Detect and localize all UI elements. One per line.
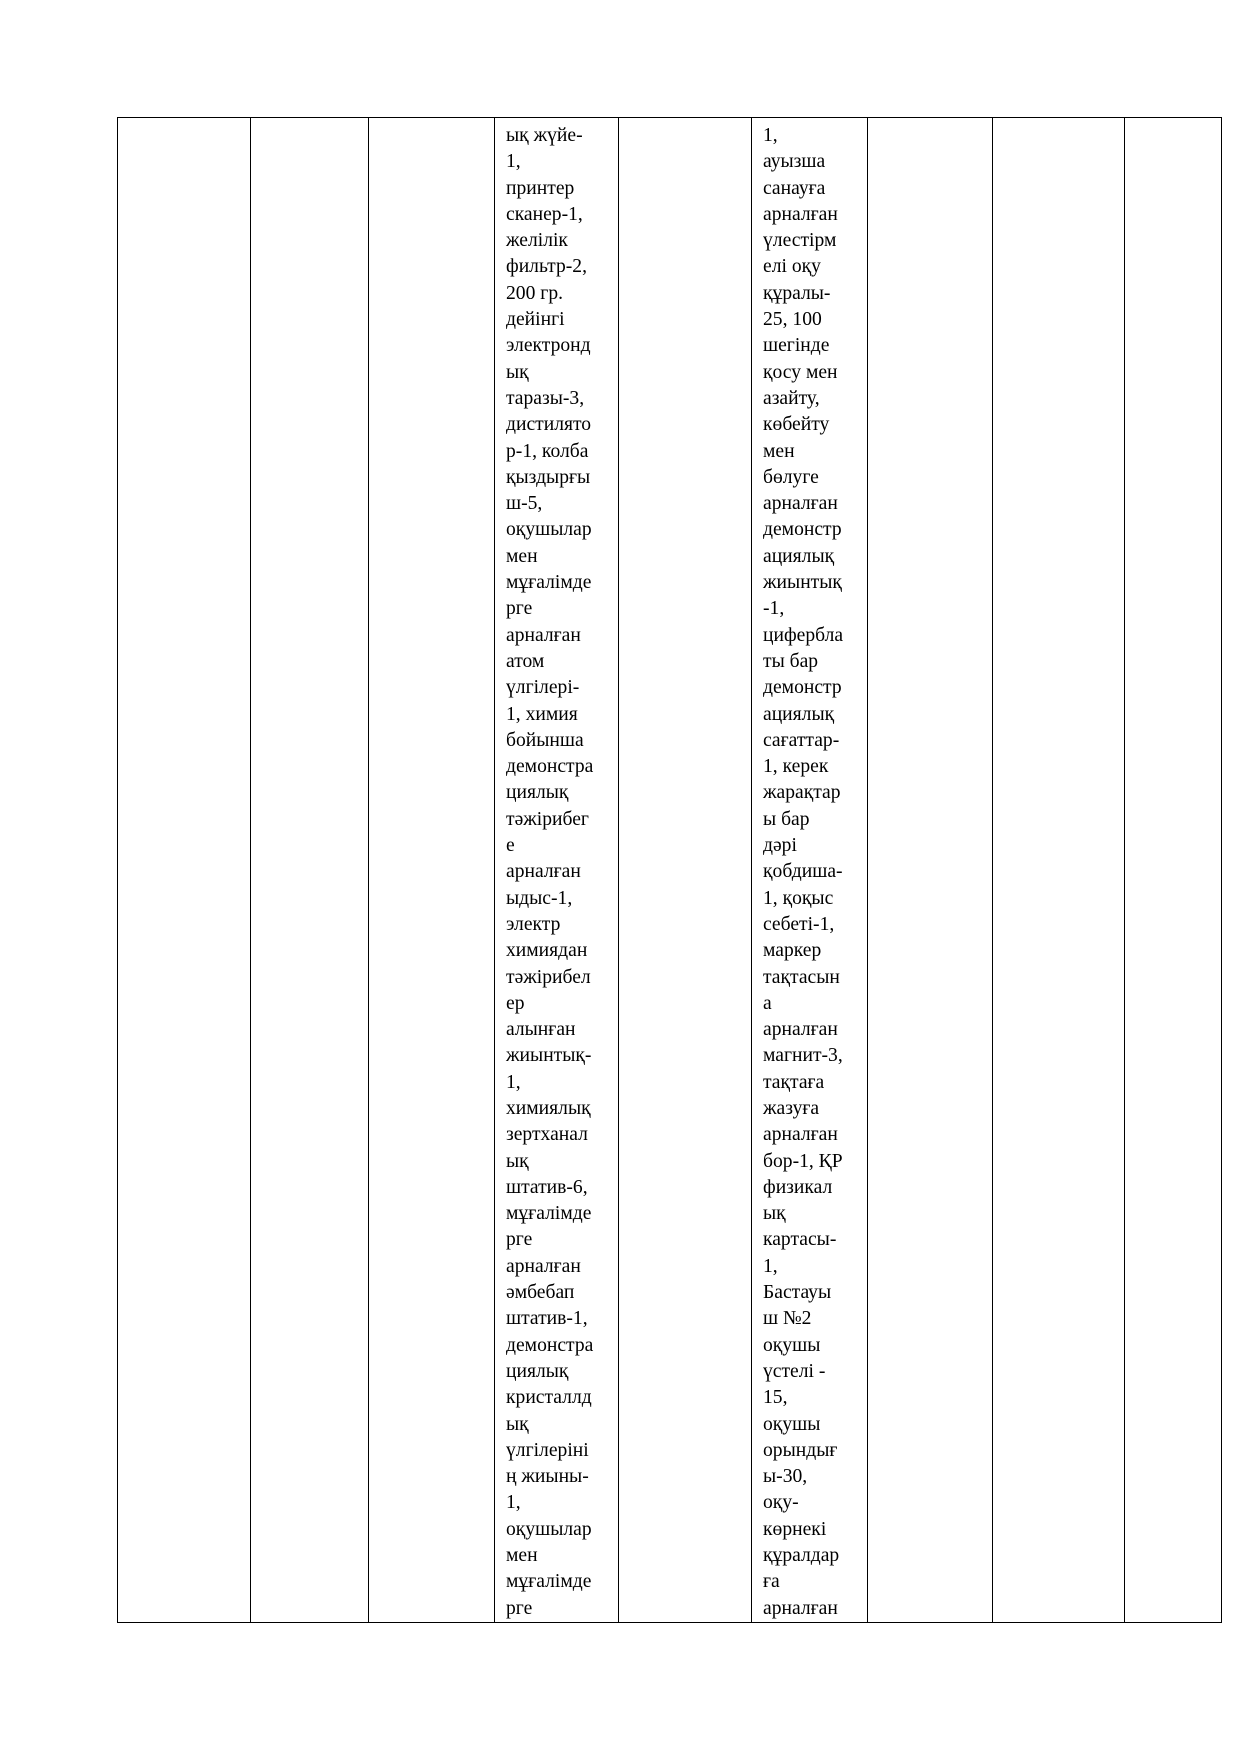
cell-text-line: ы-30, (763, 1466, 808, 1488)
cell-text-line: рге (506, 1597, 533, 1619)
cell-text-line: арналған (506, 624, 581, 646)
cell-text-line: демонстра (506, 1334, 594, 1356)
cell-text-line: арналған (763, 1597, 838, 1619)
cell-text-line: дистилято (506, 414, 592, 436)
cell-text-line: санауға (763, 177, 826, 199)
cell-text-line: азайту, (763, 387, 820, 409)
cell-text-line: физикал (763, 1176, 833, 1198)
cell-text-line: ық (763, 1203, 786, 1225)
cell-text-line: циялық (506, 1360, 569, 1382)
cell-text-line: электронд (506, 335, 591, 357)
cell-text-line: оқу- (763, 1492, 799, 1514)
cell-text-line: оқушы (763, 1334, 821, 1356)
table-cell-col2 (251, 118, 369, 1623)
cell-text-line: ты бар (763, 650, 819, 672)
cell-text-line: демонстр (763, 519, 842, 541)
cell-text-line: 25, 100 (763, 309, 822, 331)
cell-text-line: бөлуге (763, 466, 819, 488)
cell-text-line: зертханал (506, 1124, 588, 1146)
cell-text-line: мен (506, 1545, 538, 1567)
cell-text-line: циялық (506, 782, 569, 804)
cell-text-line: 1, химия (506, 703, 578, 725)
cell-text-line: қобдиша- (763, 861, 843, 883)
cell-text-line: ациялық (763, 703, 835, 725)
cell-text-line: тақтасын (763, 966, 840, 988)
cell-text-line: маркер (763, 940, 822, 962)
cell-text-line: р-1, колба (506, 440, 589, 462)
table-cell-col8 (993, 118, 1125, 1623)
cell-text-line: таразы-3, (506, 387, 585, 409)
cell-text-line: мұғалімде (506, 1571, 592, 1593)
cell-text-line: оқушылар (506, 1518, 592, 1540)
cell-text-line: ық жүйе- (506, 125, 583, 146)
cell-text-line: 200 гр. (506, 282, 564, 304)
cell-text-line: ш №2 (763, 1308, 812, 1330)
cell-text-line: 1, (763, 125, 778, 146)
equipment-table (117, 117, 1222, 1623)
cell-text-line: мен (763, 440, 795, 462)
cell-text-line: бор-1, ҚР (763, 1150, 843, 1172)
cell-text-line: мұғалімде (506, 572, 592, 594)
cell-text-line: картасы- (763, 1229, 837, 1251)
cell-text-line: тәжірибел (506, 966, 591, 988)
cell-text-line: кристаллд (506, 1387, 592, 1409)
cell-text-line: ға (763, 1571, 780, 1593)
cell-text-line: ң жиыны- (506, 1466, 589, 1488)
cell-text-line: желілік (506, 230, 568, 252)
cell-text-line: қосу мен (763, 361, 838, 383)
cell-text-line: циферблa (763, 624, 844, 646)
table-cell-equipment-list-chemistry (495, 118, 619, 1623)
table-cell-col7 (868, 118, 993, 1623)
cell-text-line: арналған (763, 493, 838, 515)
cell-text-line: тәжірибег (506, 808, 589, 830)
table-cell-col9 (1125, 118, 1222, 1623)
cell-text-line: ық (506, 361, 529, 383)
cell-text-line: ер (506, 992, 525, 1014)
cell-text-line: оқушы (763, 1413, 821, 1435)
cell-text-line: мен (506, 545, 538, 567)
cell-text-line: үлестірм (763, 230, 837, 252)
cell-text-line: 1, (506, 1071, 521, 1093)
cell-text-line: химиядан (506, 940, 588, 962)
cell-text-line: құралы- (763, 282, 831, 304)
cell-text-line: жазуға (763, 1097, 820, 1119)
cell-text-line: дәрі (763, 835, 797, 857)
cell-text-line: көбейту (763, 414, 830, 436)
cell-text-line: арналған (763, 1019, 838, 1041)
cell-text-line: -1, (763, 598, 785, 620)
cell-text-line: орындығ (763, 1439, 838, 1461)
cell-text-line: сканер-1, (506, 203, 583, 225)
cell-text-line: рге (506, 598, 533, 620)
cell-text-line: бойынша (506, 729, 584, 751)
cell-text-line: принтер (506, 177, 575, 199)
cell-text-line: жарақтар (763, 782, 841, 804)
cell-text-line: үлгілеріні (506, 1439, 589, 1461)
cell-text-line: сағаттар- (763, 729, 840, 751)
cell-text-line: арналған (763, 203, 838, 225)
cell-text-line: дейінгі (506, 309, 565, 331)
cell-text-line: рге (506, 1229, 533, 1251)
table-cell-equipment-list-primary (752, 118, 868, 1623)
cell-text-line: 1, керек (763, 756, 829, 778)
cell-text-line: ш-5, (506, 493, 543, 515)
cell-text-line: арналған (763, 1124, 838, 1146)
cell-text-line: демонстра (506, 756, 594, 778)
cell-text-line: құралдар (763, 1545, 840, 1567)
cell-text-line: магнит-3, (763, 1045, 843, 1067)
cell-text-line: үстелі - (763, 1360, 826, 1382)
cell-text-line: 15, (763, 1387, 788, 1409)
cell-text-line: ациялық (763, 545, 835, 567)
cell-text-line: штатив-6, (506, 1176, 588, 1198)
cell-text-line: арналған (506, 1255, 581, 1277)
cell-text-line: ық (506, 1413, 529, 1435)
cell-text-line: үлгілері- (506, 677, 580, 699)
cell-text-line: штатив-1, (506, 1308, 588, 1330)
cell-text-line: 1, (763, 1255, 778, 1277)
cell-text-line: электр (506, 913, 561, 935)
cell-text-line: е (506, 835, 515, 857)
cell-text-line: ы бар (763, 808, 810, 830)
table-cell-col3 (369, 118, 495, 1623)
cell-text-line: жиынтық (763, 572, 842, 594)
table-row (118, 118, 1222, 1623)
cell-text-line: атом (506, 650, 545, 672)
cell-text-line: себеті-1, (763, 913, 835, 935)
cell-text-line: оқушылар (506, 519, 592, 541)
cell-text-line: елі оқу (763, 256, 821, 278)
cell-text-line: химиялық (506, 1097, 591, 1119)
cell-text-line: алынған (506, 1019, 576, 1041)
cell-text-line: тақтаға (763, 1071, 825, 1093)
cell-text-line: фильтр-2, (506, 256, 587, 278)
cell-text-line: а (763, 992, 772, 1014)
cell-text-line: Бастауы (763, 1282, 832, 1304)
cell-text-line: 1, (506, 151, 521, 173)
table-cell-col5 (619, 118, 752, 1623)
cell-text-line: жиынтық- (506, 1045, 592, 1067)
cell-text-line: арналған (506, 861, 581, 883)
cell-text-line: демонстр (763, 677, 842, 699)
cell-text-line: шегінде (763, 335, 830, 357)
cell-text-line: әмбебап (506, 1282, 575, 1304)
cell-text-line: 1, (506, 1492, 521, 1514)
cell-text-line: ық (506, 1150, 529, 1172)
cell-text-line: 1, қоқыс (763, 887, 834, 909)
cell-text-line: қыздырғы (506, 466, 591, 488)
cell-text-line: көрнекі (763, 1518, 827, 1540)
cell-text-line: мұғалімде (506, 1203, 592, 1225)
cell-text-line: ауызша (763, 151, 826, 173)
cell-text-line: ыдыс-1, (506, 887, 573, 909)
table-cell-col1 (118, 118, 251, 1623)
